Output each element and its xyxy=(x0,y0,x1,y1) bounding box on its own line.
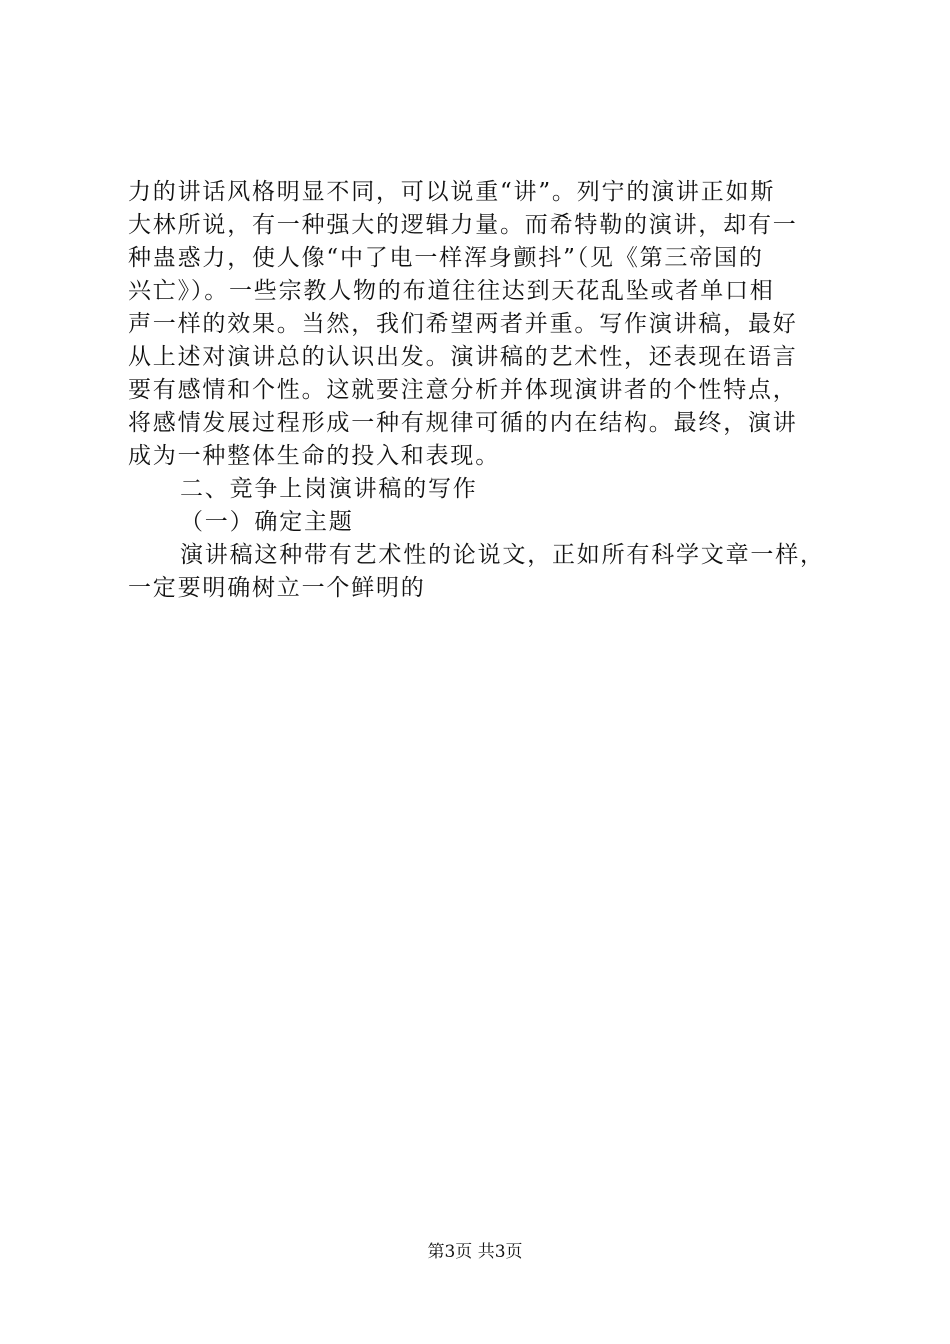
body-line: 大林所说，有一种强大的逻辑力量。而希特勒的演讲，却有一 xyxy=(128,212,798,238)
subsection-heading: （一）确定主题 xyxy=(180,509,354,535)
page-number-footer: 第3页 共3页 xyxy=(427,1242,523,1262)
document-body xyxy=(128,176,848,605)
body-line: 声一样的效果。当然，我们希望两者并重。写作演讲稿，最好 xyxy=(128,311,798,337)
body-line: 力的讲话风格明显不同，可以说重“讲”。列宁的演讲正如斯 xyxy=(128,179,776,205)
body-line: 将感情发展过程形成一种有规律可循的内在结构。最终，演讲 xyxy=(128,410,798,436)
body-line: 兴亡》）。一些宗教人物的布道往往达到天花乱坠或者单口相 xyxy=(128,278,775,304)
paragraph-first-line: 演讲稿这种带有艺术性的论说文，正如所有科学文章一样， xyxy=(180,542,825,568)
body-line: 要有感情和个性。这就要注意分析并体现演讲者的个性特点， xyxy=(128,377,798,403)
body-line: 成为一种整体生命的投入和表现。 xyxy=(128,443,500,469)
body-line: 种蛊惑力，使人像“中了电一样浑身颤抖”（见《第三帝国的 xyxy=(128,245,764,271)
section-heading: 二、竞争上岗演讲稿的写作 xyxy=(180,476,478,502)
body-line: 从上述对演讲总的认识出发。演讲稿的艺术性，还表现在语言 xyxy=(128,344,798,370)
paragraph-line: 一定要明确树立一个鲜明的 xyxy=(128,575,426,601)
